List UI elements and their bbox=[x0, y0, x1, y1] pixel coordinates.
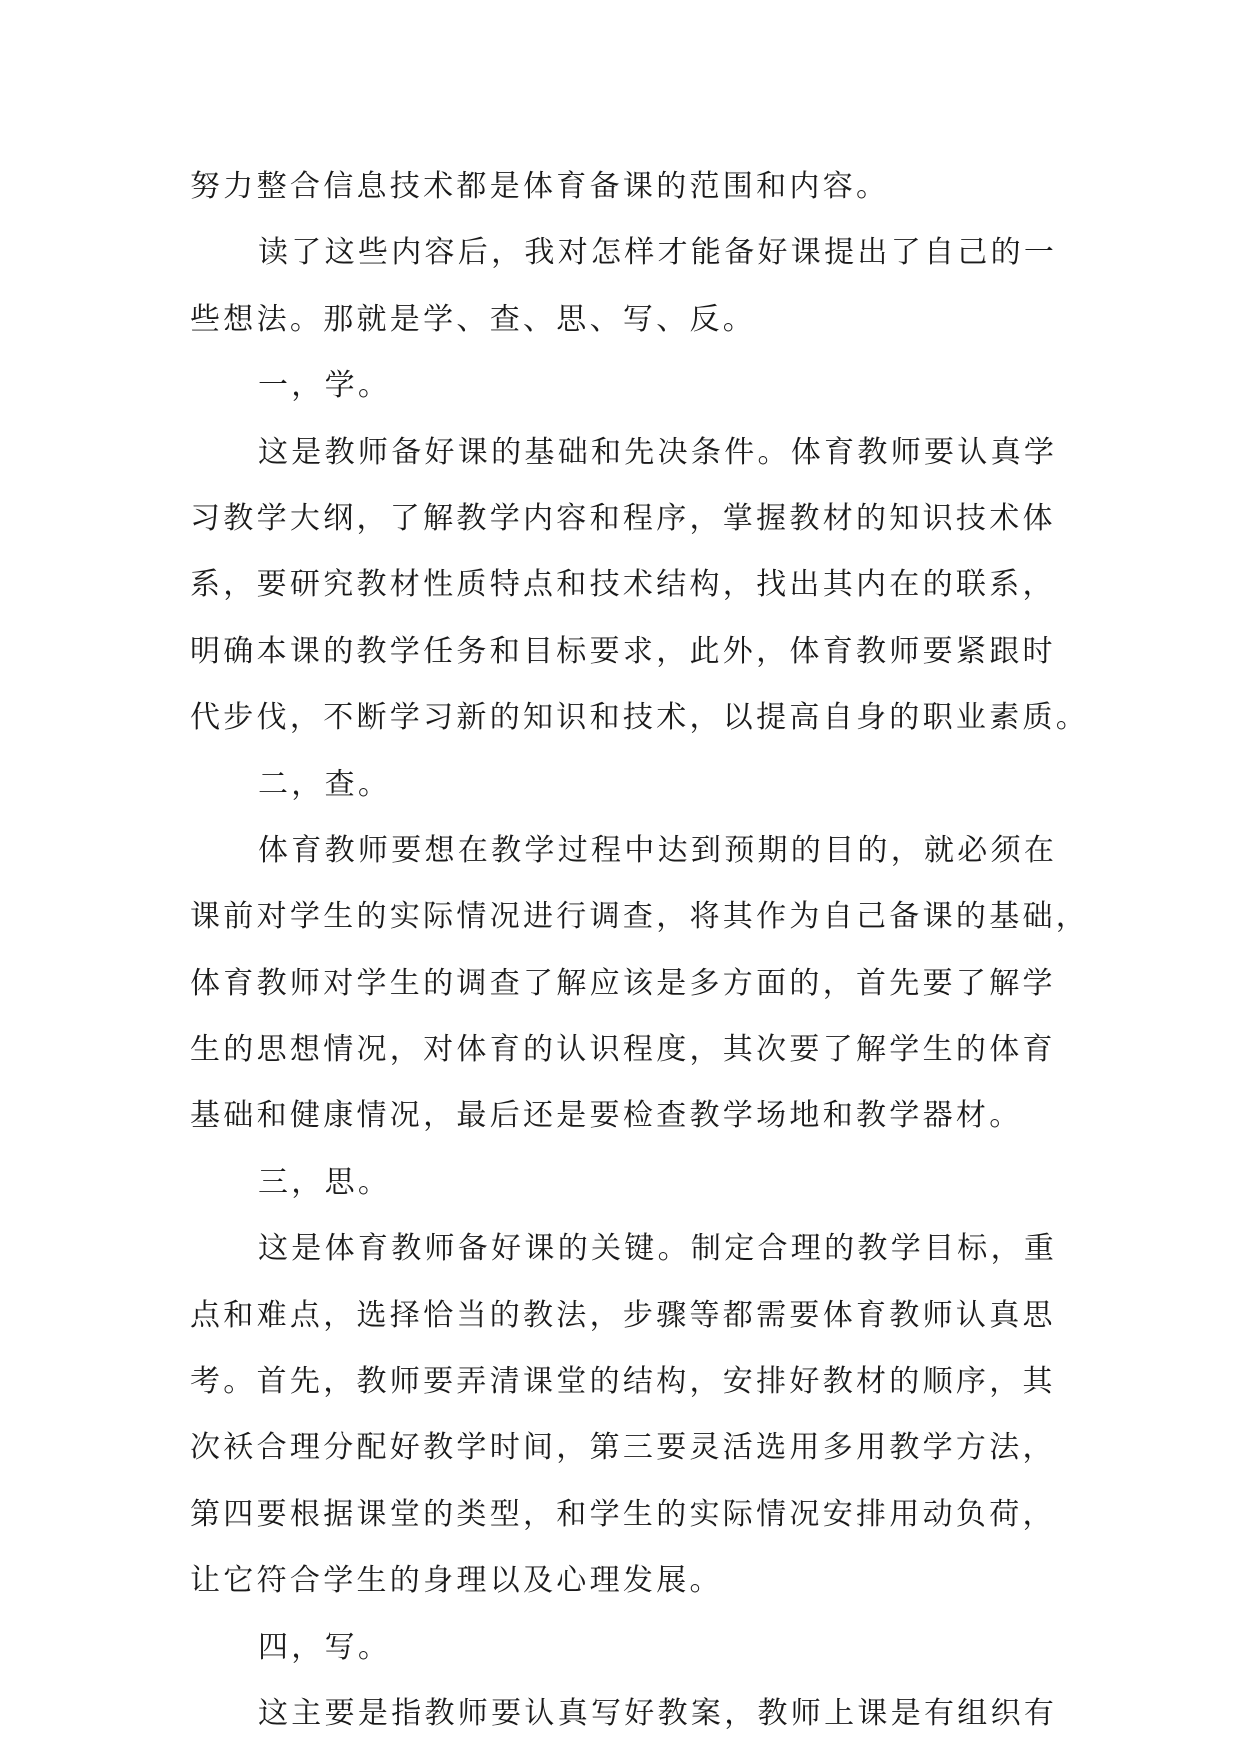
section-heading: 四，写。 bbox=[258, 1629, 392, 1665]
paragraph-line: 次袄合理分配好教学时间，第三要灵活选用多用教学方法， bbox=[190, 1430, 1056, 1466]
paragraph-line: 读了这些内容后，我对怎样才能备好课提出了自己的一 bbox=[258, 235, 1058, 271]
paragraph-line: 明确本课的教学任务和目标要求，此外，体育教师要紧跟时 bbox=[190, 633, 1056, 669]
paragraph-line: 第四要根据课堂的类型，和学生的实际情况安排用动负荷， bbox=[190, 1496, 1056, 1532]
paragraph-line: 体育教师要想在教学过程中达到预期的目的，就必须在 bbox=[258, 832, 1058, 868]
body-text bbox=[190, 154, 1090, 1747]
paragraph-line: 体育教师对学生的调查了解应该是多方面的，首先要了解学 bbox=[190, 965, 1056, 1001]
paragraph-line: 这是教师备好课的基础和先决条件。体育教师要认真学 bbox=[258, 434, 1058, 470]
paragraph-line: 让它符合学生的身理以及心理发展。 bbox=[190, 1563, 723, 1599]
section-heading: 三，思。 bbox=[258, 1164, 392, 1200]
section-heading: 二，查。 bbox=[258, 766, 392, 802]
section-heading: 一，学。 bbox=[258, 368, 392, 404]
paragraph-line: 些想法。那就是学、查、思、写、反。 bbox=[190, 301, 757, 337]
paragraph-line: 这是体育教师备好课的关键。制定合理的教学目标，重 bbox=[258, 1231, 1058, 1267]
paragraph-line: 这主要是指教师要认真写好教案，教师上课是有组织有 bbox=[258, 1695, 1058, 1731]
paragraph-line: 代步伐，不断学习新的知识和技术，以提高自身的职业素质。 bbox=[190, 700, 1090, 736]
paragraph-line: 考。首先，教师要弄清课堂的结构，安排好教材的顺序，其 bbox=[190, 1364, 1056, 1400]
paragraph-line: 习教学大纲，了解教学内容和程序，掌握教材的知识技术体 bbox=[190, 500, 1056, 536]
paragraph-line: 基础和健康情况，最后还是要检查教学场地和教学器材。 bbox=[190, 1098, 1023, 1134]
paragraph-line: 点和难点，选择恰当的教法，步骤等都需要体育教师认真思 bbox=[190, 1297, 1056, 1333]
paragraph-line: 系，要研究教材性质特点和技术结构，找出其内在的联系， bbox=[190, 567, 1056, 603]
paragraph-line: 生的思想情况，对体育的认识程度，其次要了解学生的体育 bbox=[190, 1032, 1056, 1068]
paragraph-line: 课前对学生的实际情况进行调查，将其作为自己备课的基础， bbox=[190, 899, 1090, 935]
paragraph-line: 努力整合信息技术都是体育备课的范围和内容。 bbox=[190, 169, 890, 204]
